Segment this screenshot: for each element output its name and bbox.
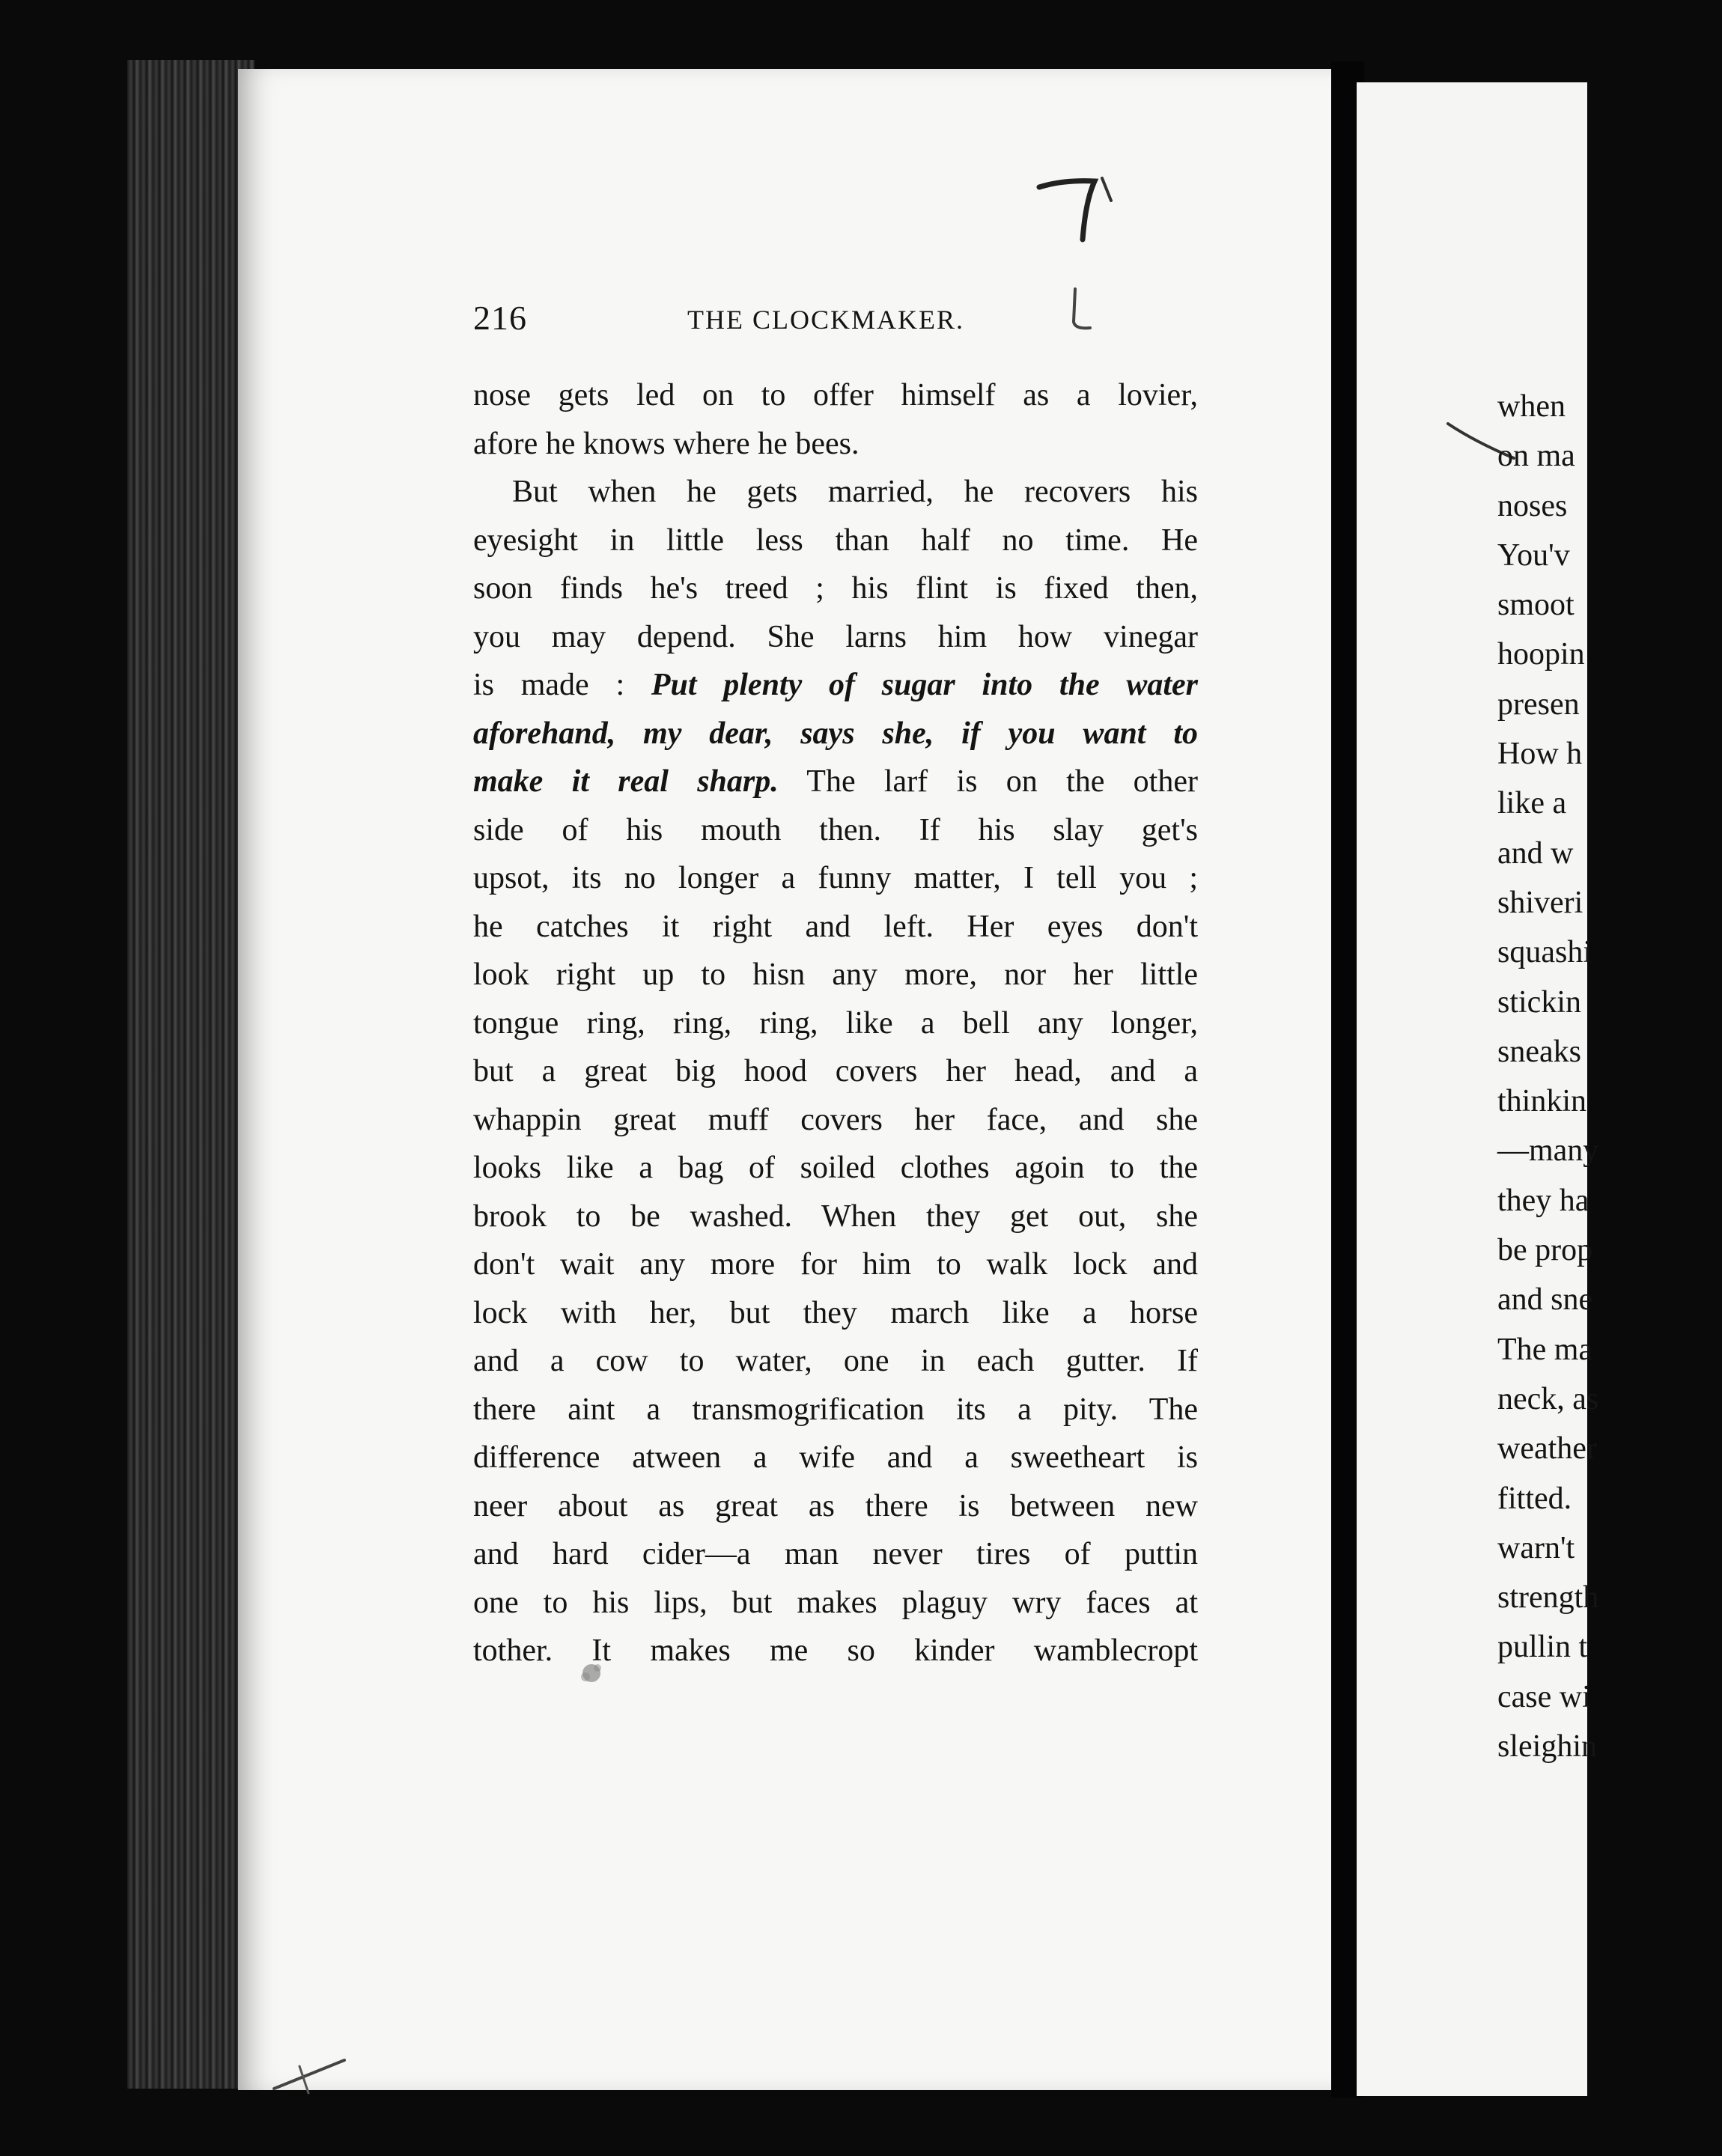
right-text-line: sleighin — [1497, 1729, 1597, 1764]
text-line: and a cow to water, one in each gutter. If — [473, 1344, 1198, 1378]
left-page-text — [473, 371, 1198, 1675]
right-text-line: sneaks — [1497, 1034, 1581, 1069]
right-text-line: squashi — [1497, 935, 1592, 970]
text-line: afore he knows where he bees. — [473, 426, 860, 461]
italic-segment: make it real sharp. — [473, 764, 779, 799]
right-text-line: they ha — [1497, 1183, 1589, 1218]
right-text-line: be prop — [1497, 1233, 1593, 1268]
text-line: one to his lips, but makes plaguy wry faces at — [473, 1585, 1198, 1620]
page-number: 216 — [473, 299, 527, 337]
right-text-line: when — [1497, 389, 1566, 424]
right-text-line: fitted. — [1497, 1481, 1572, 1516]
text-line: upsot, its no longer a funny matter, I tell you ; — [473, 861, 1198, 895]
text-line: soon finds he's treed ; his flint is fixed then, — [473, 571, 1198, 606]
italic-segment: aforehand, my dear, says she, if you want to — [473, 716, 1198, 751]
running-title: THE CLOCKMAKER. — [687, 305, 964, 335]
text-line: but a great big hood covers her head, and a — [473, 1054, 1198, 1088]
text-line — [473, 661, 1198, 710]
text-line: brook to be washed. When they get out, she — [473, 1199, 1198, 1234]
running-head — [473, 298, 1222, 350]
text-line: and hard cider—a man never tires of puttin — [473, 1537, 1198, 1571]
text-segment: is made : — [473, 668, 651, 702]
right-text-line: presen — [1497, 686, 1580, 722]
text-line: neer about as great as there is between new — [473, 1488, 1198, 1523]
right-text-line: and sne — [1497, 1282, 1593, 1318]
text-line: look right up to hisn any more, nor her little — [473, 957, 1198, 992]
text-line: lock with her, but they march like a horse — [473, 1295, 1198, 1330]
text-line: looks like a bag of soiled clothes agoin to the — [473, 1151, 1198, 1185]
text-line: you may depend. She larns him how vinegar — [473, 619, 1198, 654]
right-text-line: weather — [1497, 1431, 1597, 1467]
italic-segment: Put plenty of sugar into the water — [651, 668, 1198, 702]
right-text-line: warn't — [1497, 1530, 1575, 1565]
right-text-line: noses — [1497, 488, 1568, 523]
right-text-line: hoopin — [1497, 637, 1585, 672]
text-line: there aint a transmogrification its a pity. The — [473, 1392, 1198, 1427]
right-text-line: How h — [1497, 737, 1583, 772]
right-text-line: —many — [1497, 1133, 1599, 1169]
right-text-line: like a — [1497, 786, 1567, 821]
right-text-line: stickin — [1497, 984, 1581, 1020]
text-line — [473, 758, 1198, 806]
text-line: don't wait any more for him to walk lock and — [473, 1247, 1198, 1282]
right-text-line: pullin t — [1497, 1630, 1588, 1665]
right-text-line: and w — [1497, 835, 1574, 871]
right-text-line: strength — [1497, 1580, 1599, 1616]
right-text-line: thinkin — [1497, 1084, 1587, 1119]
right-text-line: You'v — [1497, 538, 1570, 573]
right-text-line: on ma — [1497, 439, 1575, 474]
right-text-line: case wi — [1497, 1679, 1591, 1714]
text-line: tother. It makes me so kinder wamblecropt — [473, 1633, 1198, 1668]
text-line: nose gets led on to offer himself as a lovier, — [473, 378, 1198, 412]
text-line: whappin great muff covers her face, and she — [473, 1102, 1198, 1137]
text-line — [473, 710, 1198, 758]
text-line: he catches it right and left. Her eyes don't — [473, 909, 1198, 944]
right-text-line: smoot — [1497, 588, 1575, 623]
right-text-line: The ma — [1497, 1332, 1593, 1367]
text-line: But when he gets married, he recovers his — [512, 475, 1198, 509]
bottom-left-pencil-stroke — [270, 2051, 352, 2096]
text-line: side of his mouth then. If his slay get's — [473, 812, 1198, 847]
text-segment: The larf is on the other — [778, 764, 1198, 799]
right-text-line: neck, as — [1497, 1381, 1599, 1416]
right-page-text — [1497, 382, 1722, 1771]
text-line: tongue ring, ring, ring, like a bell any longer, — [473, 1005, 1198, 1041]
book-page-edges — [127, 60, 255, 2089]
text-line: difference atween a wife and a sweetheart is — [473, 1440, 1198, 1475]
right-text-line: shiveri — [1497, 885, 1583, 920]
text-line: eyesight in little less than half no time. He — [473, 523, 1198, 558]
handwritten-mark-seven — [1033, 171, 1138, 261]
